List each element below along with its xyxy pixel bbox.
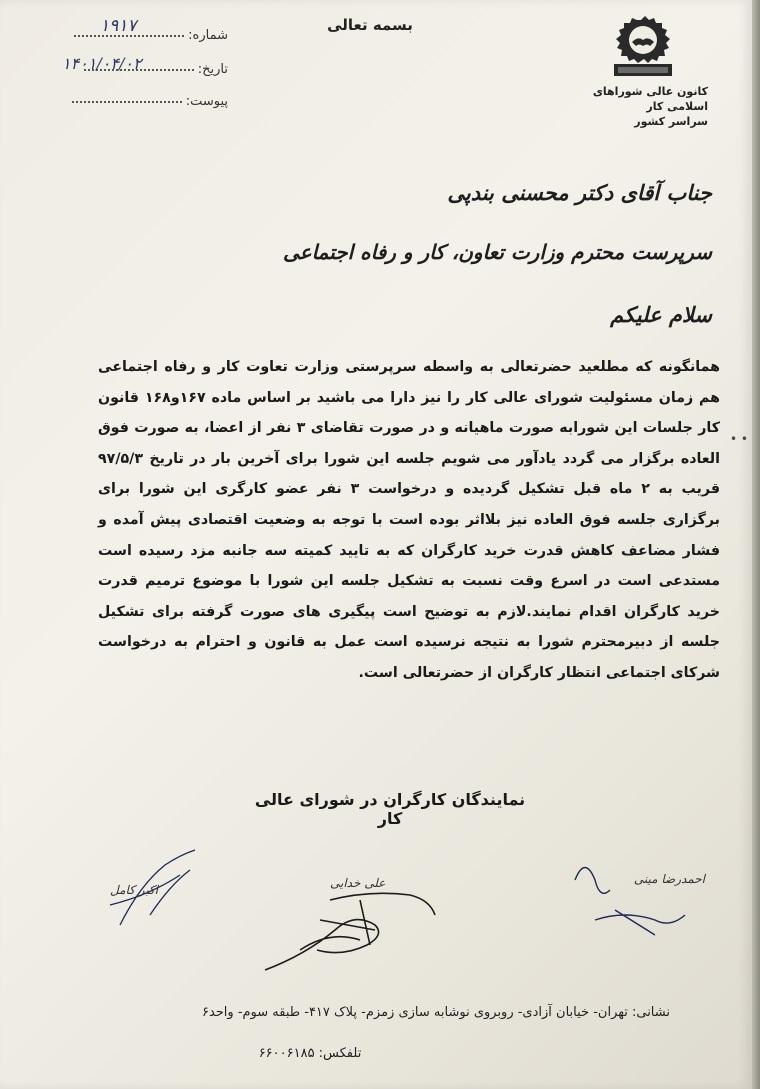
signoff: نمایندگان کارگران در شورای عالی کار: [254, 790, 526, 828]
recipient-title: سرپرست محترم وزارت تعاون، کار و رفاه اجتماعی: [282, 240, 712, 264]
handwritten-signature: [555, 850, 715, 960]
organization-name: [578, 84, 708, 129]
greeting: سلام علیکم: [610, 302, 712, 327]
letter-body: همانگونه که مطلعید حضرتعالی به واسطه سرپرستی وزارت تعاوت کار و رفاه اجتماعی هم زمان مسئولیت شورای عالی کار را نیز دارا می باشید بر اساس ماده ۱۶۷و۱۶۸ قانون کار جلسات این شورابه صورت ماهیانه و در صورت تقاضای ۳ نفر از اعضا، به صورت فوق العاده برگزار می گردد یادآور می شویم جلسه این شورا برای آخرین بار در تاریخ ۹۷/۵/۳ قریب به ۲ ماه قبل تشکیل گردیده و درخواست ۳ نفر عضو کارگری این شورا برای برگزاری جلسه فوق العاده نیز بلااثر بوده است با توجه به وضعیت اقتصادی پیش آمده و فشار مضاعف کاهش قدرت خرید کارگران که به تایید کمیته سه جانبه مزد رسیده است مستدعی است در اسرع وقت نسبت به تشکیل جلسه این شورا با موضوع ترمیم قدرت خرید کارگران اقدام نمایند.لازم به توضیح است پیگیری های صورت گرفته برای تشکیل جلسه از دبیرمحترم شورا به نتیجه نرسیده است عمل به قانون و احترام به درخواست شرکای اجتماعی انتظار کارگران از حضرتعالی است.: [98, 359, 720, 681]
attachment-row: [28, 94, 228, 109]
recipient-name: جناب آقای دکتر محسنی بندپی: [447, 180, 712, 205]
number-value: ۱۹۱۷: [100, 16, 137, 36]
date-value: ۱۴۰۱/۰۴/۰۲: [62, 54, 142, 73]
date-label: تاریخ:: [197, 62, 228, 77]
signature-name: اکبر کامل: [110, 883, 158, 897]
background-edge: [752, 0, 760, 1089]
footer-phone: تلفکس: ۶۶۰۰۶۱۸۵: [258, 1046, 362, 1061]
organization-name-line1: کانون عالی شوراهای اسلامی کار: [592, 85, 708, 113]
attachment-field: [72, 101, 182, 103]
signature-name: احمدرضا مینی: [633, 872, 705, 886]
signature-name: علی خدایی: [330, 876, 386, 890]
organization-name-line2: سراسر کشور: [634, 115, 708, 128]
margin-mark: • •: [730, 432, 748, 446]
organization-logo: [596, 14, 686, 84]
signature-block-left: [90, 845, 240, 935]
footer-address: نشانی: تهران- خیابان آزادی- روبروی نوشابه سازی زمزم- پلاک ۴۱۷- طبقه سوم- واحد۶: [201, 1005, 670, 1020]
signature-block-right: [555, 850, 715, 960]
signature-block-center: [250, 860, 450, 980]
attachment-label: پیوست:: [185, 94, 228, 109]
number-label: شماره:: [188, 28, 228, 43]
letter-header-title: بسمه تعالی: [327, 16, 413, 34]
